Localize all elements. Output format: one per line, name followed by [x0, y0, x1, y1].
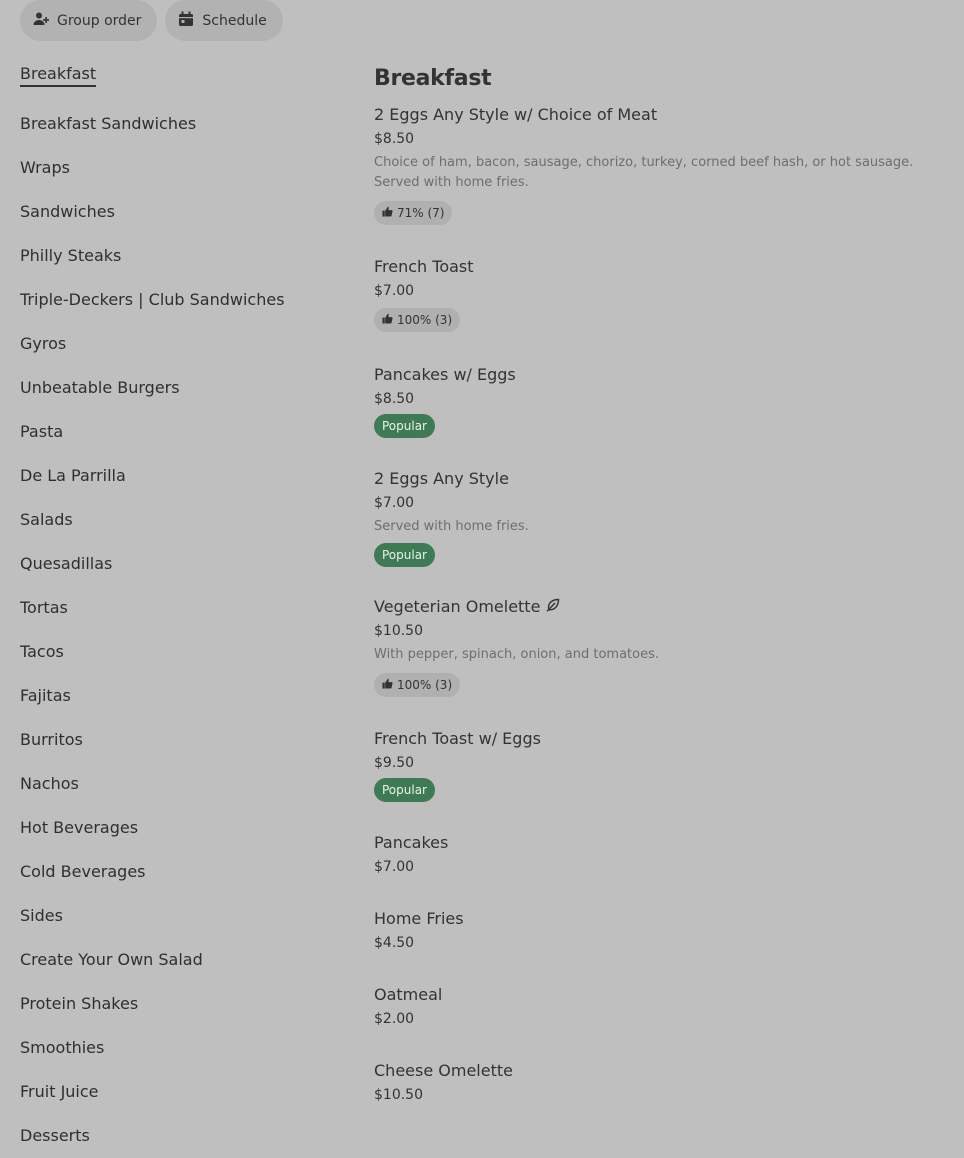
item-name: Cheese Omelette	[374, 1061, 513, 1080]
item-name-row	[374, 597, 944, 617]
item-price: $2.00	[374, 1011, 415, 1027]
group-order-label: Group order	[57, 12, 142, 29]
rating-text: 71% (7)	[397, 206, 445, 220]
item-name: French Toast w/ Eggs	[374, 729, 541, 748]
sidebar-item-breakfast[interactable]	[20, 58, 340, 102]
item-price: $7.00	[374, 283, 415, 299]
menu-item[interactable]	[374, 105, 944, 257]
item-name: 2 Eggs Any Style	[374, 469, 509, 488]
sidebar-item-tortas[interactable]	[20, 586, 340, 630]
rating-pill	[374, 673, 460, 697]
rating-text: 100% (3)	[397, 313, 453, 327]
sidebar-item-desserts[interactable]	[20, 1114, 340, 1158]
sidebar-item-label: Burritos	[20, 730, 83, 749]
item-name: Pancakes	[374, 833, 449, 852]
item-name: French Toast	[374, 257, 474, 276]
sidebar-item-label: De La Parrilla	[20, 466, 126, 485]
item-description: Choice of ham, bacon, sausage, chorizo, turkey, corned beef hash, or hot sausage. Served with home fries.	[374, 155, 914, 190]
sidebar-item-burritos[interactable]	[20, 718, 340, 762]
sidebar-item-create-your-own-salad[interactable]	[20, 938, 340, 982]
item-name: Oatmeal	[374, 985, 443, 1004]
item-name: Vegeterian Omelette	[374, 597, 541, 616]
sidebar-item-label: Cold Beverages	[20, 862, 146, 881]
sidebar-item-label: Hot Beverages	[20, 818, 139, 837]
sidebar-item-label: Sides	[20, 906, 63, 925]
sidebar-item-gyros[interactable]	[20, 322, 340, 366]
sidebar-item-label: Salads	[20, 510, 73, 529]
sidebar-item-label: Nachos	[20, 774, 79, 793]
thumbs-up-icon	[382, 313, 393, 327]
sidebar-item-de-la-parrilla[interactable]	[20, 454, 340, 498]
item-price: $7.00	[374, 495, 415, 511]
add-person-icon	[33, 11, 49, 31]
item-name: Home Fries	[374, 909, 464, 928]
leaf-icon	[546, 597, 560, 617]
sidebar-item-label: Gyros	[20, 334, 67, 353]
sidebar-item-label: Create Your Own Salad	[20, 950, 203, 969]
schedule-button[interactable]	[165, 0, 282, 41]
sidebar-item-label: Protein Shakes	[20, 994, 139, 1013]
schedule-label: Schedule	[202, 12, 267, 29]
popular-badge: Popular	[374, 543, 435, 567]
sidebar-item-smoothies[interactable]	[20, 1026, 340, 1070]
section-title: Breakfast	[374, 66, 492, 91]
sidebar-item-sandwiches[interactable]	[20, 190, 340, 234]
menu-item[interactable]	[374, 597, 944, 729]
item-description: With pepper, spinach, onion, and tomatoes.	[374, 647, 659, 662]
item-name: Pancakes w/ Eggs	[374, 365, 516, 384]
menu-item[interactable]	[374, 257, 944, 365]
sidebar-item-salads[interactable]	[20, 498, 340, 542]
sidebar-item-label: Breakfast	[20, 64, 96, 87]
sidebar-item-nachos[interactable]	[20, 762, 340, 806]
sidebar-item-label: Breakfast Sandwiches	[20, 114, 197, 133]
sidebar-item-pasta[interactable]	[20, 410, 340, 454]
sidebar-item-label: Triple-Deckers | Club Sandwiches	[20, 290, 285, 309]
sidebar-item-label: Desserts	[20, 1126, 90, 1145]
calendar-icon	[178, 11, 194, 31]
menu-item[interactable]	[374, 469, 944, 597]
thumbs-up-icon	[382, 206, 393, 220]
sidebar-item-label: Sandwiches	[20, 202, 115, 221]
sidebar-item-hot-beverages[interactable]	[20, 806, 340, 850]
item-description: Served with home fries.	[374, 519, 529, 534]
sidebar-item-label: Tortas	[20, 598, 68, 617]
item-price: $10.50	[374, 623, 423, 639]
sidebar-item-label: Fruit Juice	[20, 1082, 99, 1101]
menu-item[interactable]	[374, 833, 944, 909]
sidebar-item-philly-steaks[interactable]	[20, 234, 340, 278]
sidebar-item-label: Quesadillas	[20, 554, 113, 573]
sidebar-item-label: Wraps	[20, 158, 70, 177]
sidebar-item-wraps[interactable]	[20, 146, 340, 190]
item-price: $8.50	[374, 391, 415, 407]
sidebar-item-fajitas[interactable]	[20, 674, 340, 718]
item-price: $7.00	[374, 859, 415, 875]
rating-text: 100% (3)	[397, 678, 453, 692]
sidebar-item-label: Pasta	[20, 422, 64, 441]
menu-item[interactable]	[374, 729, 944, 833]
item-price: $8.50	[374, 131, 415, 147]
menu-section	[374, 62, 944, 1111]
item-name: 2 Eggs Any Style w/ Choice of Meat	[374, 105, 658, 124]
sidebar-item-cold-beverages[interactable]	[20, 850, 340, 894]
category-sidebar	[20, 58, 340, 1158]
sidebar-item-tacos[interactable]	[20, 630, 340, 674]
thumbs-up-icon	[382, 678, 393, 692]
sidebar-item-protein-shakes[interactable]	[20, 982, 340, 1026]
sidebar-item-triple-deckers[interactable]	[20, 278, 340, 322]
group-order-button[interactable]	[20, 0, 157, 41]
sidebar-item-label: Unbeatable Burgers	[20, 378, 180, 397]
sidebar-item-unbeatable-burgers[interactable]	[20, 366, 340, 410]
rating-pill	[374, 201, 452, 225]
item-price: $4.50	[374, 935, 415, 951]
item-price: $9.50	[374, 755, 415, 771]
sidebar-item-quesadillas[interactable]	[20, 542, 340, 586]
item-price: $10.50	[374, 1087, 423, 1103]
menu-item[interactable]	[374, 1061, 944, 1111]
rating-pill	[374, 308, 460, 332]
popular-badge: Popular	[374, 414, 435, 438]
sidebar-item-breakfast-sandwiches[interactable]	[20, 102, 340, 146]
popular-badge: Popular	[374, 778, 435, 802]
toolbar	[20, 0, 283, 41]
menu-item[interactable]	[374, 909, 944, 985]
sidebar-item-label: Tacos	[20, 642, 64, 661]
menu-item[interactable]	[374, 365, 944, 469]
sidebar-item-fruit-juice[interactable]	[20, 1070, 340, 1114]
sidebar-item-label: Smoothies	[20, 1038, 105, 1057]
menu-item[interactable]	[374, 985, 944, 1061]
sidebar-item-sides[interactable]	[20, 894, 340, 938]
sidebar-item-label: Fajitas	[20, 686, 71, 705]
sidebar-item-label: Philly Steaks	[20, 246, 122, 265]
